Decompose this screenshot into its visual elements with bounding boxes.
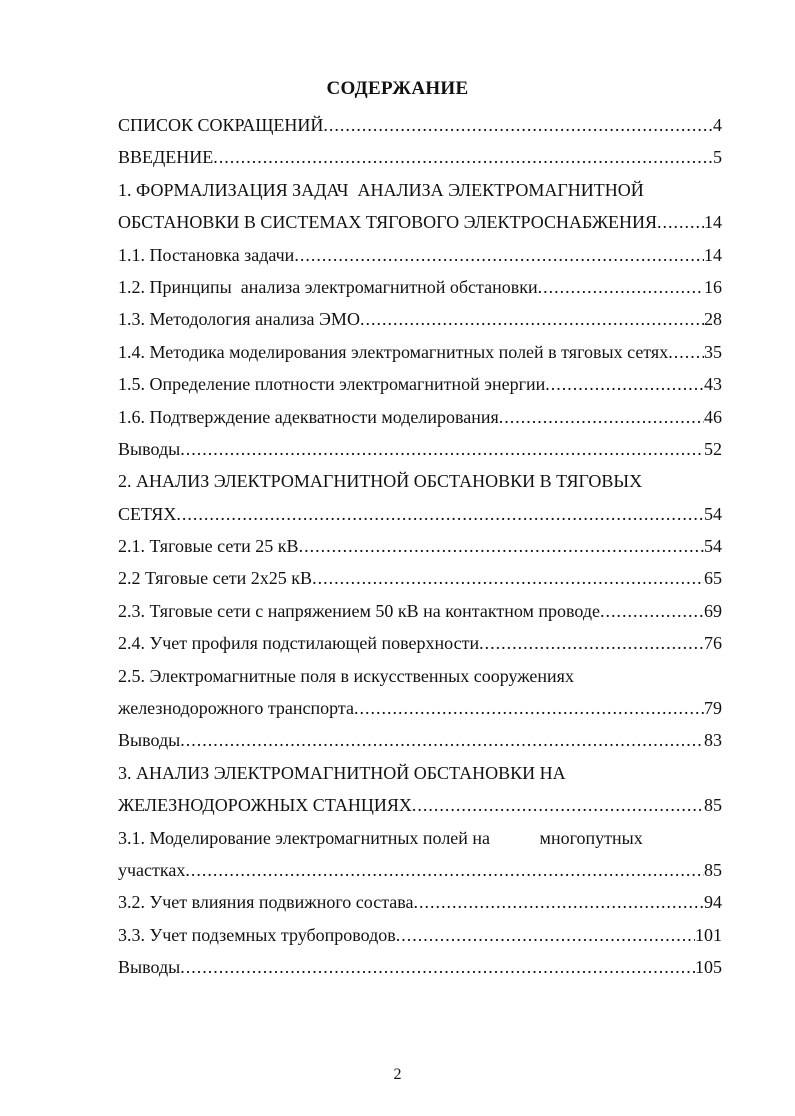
toc-entry [118,433,722,465]
toc-entry-page: 79 [704,698,722,719]
toc-entry [118,595,722,627]
toc-entry-title: Выводы [118,730,181,751]
toc-entry-page: 46 [704,406,722,427]
dot-leader [600,595,704,627]
dot-leader [323,109,713,141]
dot-leader [180,951,695,983]
toc-entry [118,303,722,335]
toc-entry-page: 65 [704,568,722,589]
dot-leader [312,562,704,594]
toc-entry-title: 2.5. Электромагнитные поля в искусственных сооружениях [118,665,574,686]
toc-entry-title: ВВЕДЕНИЕ [118,147,214,168]
toc-entry [118,562,722,594]
toc-entry-title: ЖЕЛЕЗНОДОРОЖНЫХ СТАНЦИЯХ [118,795,412,816]
toc-entry-title: 1.2. Принципы анализа электромагнитной обстановки [118,276,538,297]
toc-entry [118,206,722,238]
dot-leader [414,886,704,918]
page-number: 2 [393,1066,402,1083]
dot-leader [354,692,704,724]
table-of-contents [118,109,722,984]
dot-leader [360,303,704,335]
toc-entry-page: 14 [704,244,722,265]
toc-entry-page: 4 [713,115,722,135]
toc-entry [118,692,722,724]
toc-entry-title: 1.4. Методика моделирования электромагнитных полей в тяговых сетях [118,341,669,362]
toc-entry-page: 16 [704,276,722,297]
toc-entry [118,854,722,886]
toc-entry-page: 85 [704,859,722,880]
toc-entry [118,368,722,400]
toc-entry-title: 3. АНАЛИЗ ЭЛЕКТРОМАГНИТНОЙ ОБСТАНОВКИ НА [118,762,566,783]
toc-entry [118,271,722,303]
toc-entry-page: 101 [695,924,722,945]
toc-entry-page: 5 [713,147,722,168]
toc-entry-page: 94 [704,892,722,913]
dot-leader [396,919,695,951]
dot-leader [299,530,704,562]
dot-leader [545,368,704,400]
toc-entry [118,109,722,141]
dot-leader [213,141,713,173]
toc-entry [118,757,722,789]
dot-leader [180,724,704,756]
toc-entry-title: 2.1. Тяговые сети 25 кВ [118,536,299,557]
toc-entry [118,660,722,692]
dot-leader [294,239,704,271]
toc-entry-page: 69 [704,600,722,621]
toc-entry-title: 1.1. Постановка задачи [118,244,295,265]
toc-entry [118,724,722,756]
toc-entry [118,789,722,821]
toc-entry-title: 2.2 Тяговые сети 2х25 кВ [118,568,313,589]
toc-entry-title: СПИСОК СОКРАЩЕНИЙ [118,115,324,135]
toc-entry-page: 35 [704,341,722,362]
toc-entry-title: 2.3. Тяговые сети с напряжением 50 кВ на контактном проводе [118,600,601,621]
toc-entry [118,919,722,951]
toc-entry [118,627,722,659]
toc-entry-title: 1. ФОРМАЛИЗАЦИЯ ЗАДАЧ АНАЛИЗА ЭЛЕКТРОМАГНИТНОЙ [118,179,644,200]
toc-entry [118,951,722,983]
toc-entry-title: ОБСТАНОВКИ В СИСТЕМАХ ТЯГОВОГО ЭЛЕКТРОСНАБЖЕНИЯ [118,212,657,233]
dot-leader [180,433,704,465]
toc-entry-page: 54 [704,503,722,524]
dot-leader [412,789,704,821]
toc-entry-title: 1.6. Подтверждение адекватности моделирования [118,406,499,427]
toc-entry-title: Выводы [118,438,181,459]
toc-entry [118,498,722,530]
toc-entry [118,174,722,206]
toc-entry-page: 28 [704,309,722,330]
toc-entry-page: 83 [704,730,722,751]
dot-leader [499,401,704,433]
toc-entry-page: 43 [704,374,722,395]
toc-entry-title: СЕТЯХ [118,503,177,524]
toc-entry-title: железнодорожного транспорта [118,698,354,719]
toc-entry-page: 14 [704,212,722,233]
toc-entry-page: 76 [704,633,722,654]
toc-entry [118,141,722,173]
toc-entry-title: 2. АНАЛИЗ ЭЛЕКТРОМАГНИТНОЙ ОБСТАНОВКИ В ТЯГОВЫХ [118,471,643,492]
toc-entry [118,465,722,497]
dot-leader [176,498,704,530]
page-title: СОДЕРЖАНИЕ [326,78,469,99]
dot-leader [657,206,704,238]
toc-entry [118,239,722,271]
toc-entry [118,530,722,562]
dot-leader [668,336,704,368]
toc-entry [118,401,722,433]
dot-leader [538,271,704,303]
toc-entry-title: участках [118,859,186,880]
toc-entry-page: 54 [704,536,722,557]
toc-entry [118,822,722,854]
toc-entry-title: 3.3. Учет подземных трубопроводов [118,924,396,945]
toc-entry-title: Выводы [118,957,181,978]
toc-entry-page: 85 [704,795,722,816]
toc-entry-title: 1.5. Определение плотности электромагнитной энергии [118,374,546,395]
toc-entry-title: 1.3. Методология анализа ЭМО [118,309,360,330]
toc-entry [118,336,722,368]
toc-entry-title: 3.1. Моделирование электромагнитных полей на многопутных [118,827,643,848]
dot-leader [479,627,704,659]
toc-entry-title: 2.4. Учет профиля подстилающей поверхности [118,633,480,654]
toc-entry-page: 105 [695,957,722,978]
toc-entry [118,886,722,918]
toc-entry-page: 52 [704,438,722,459]
dot-leader [185,854,704,886]
toc-entry-title: 3.2. Учет влияния подвижного состава [118,892,414,913]
